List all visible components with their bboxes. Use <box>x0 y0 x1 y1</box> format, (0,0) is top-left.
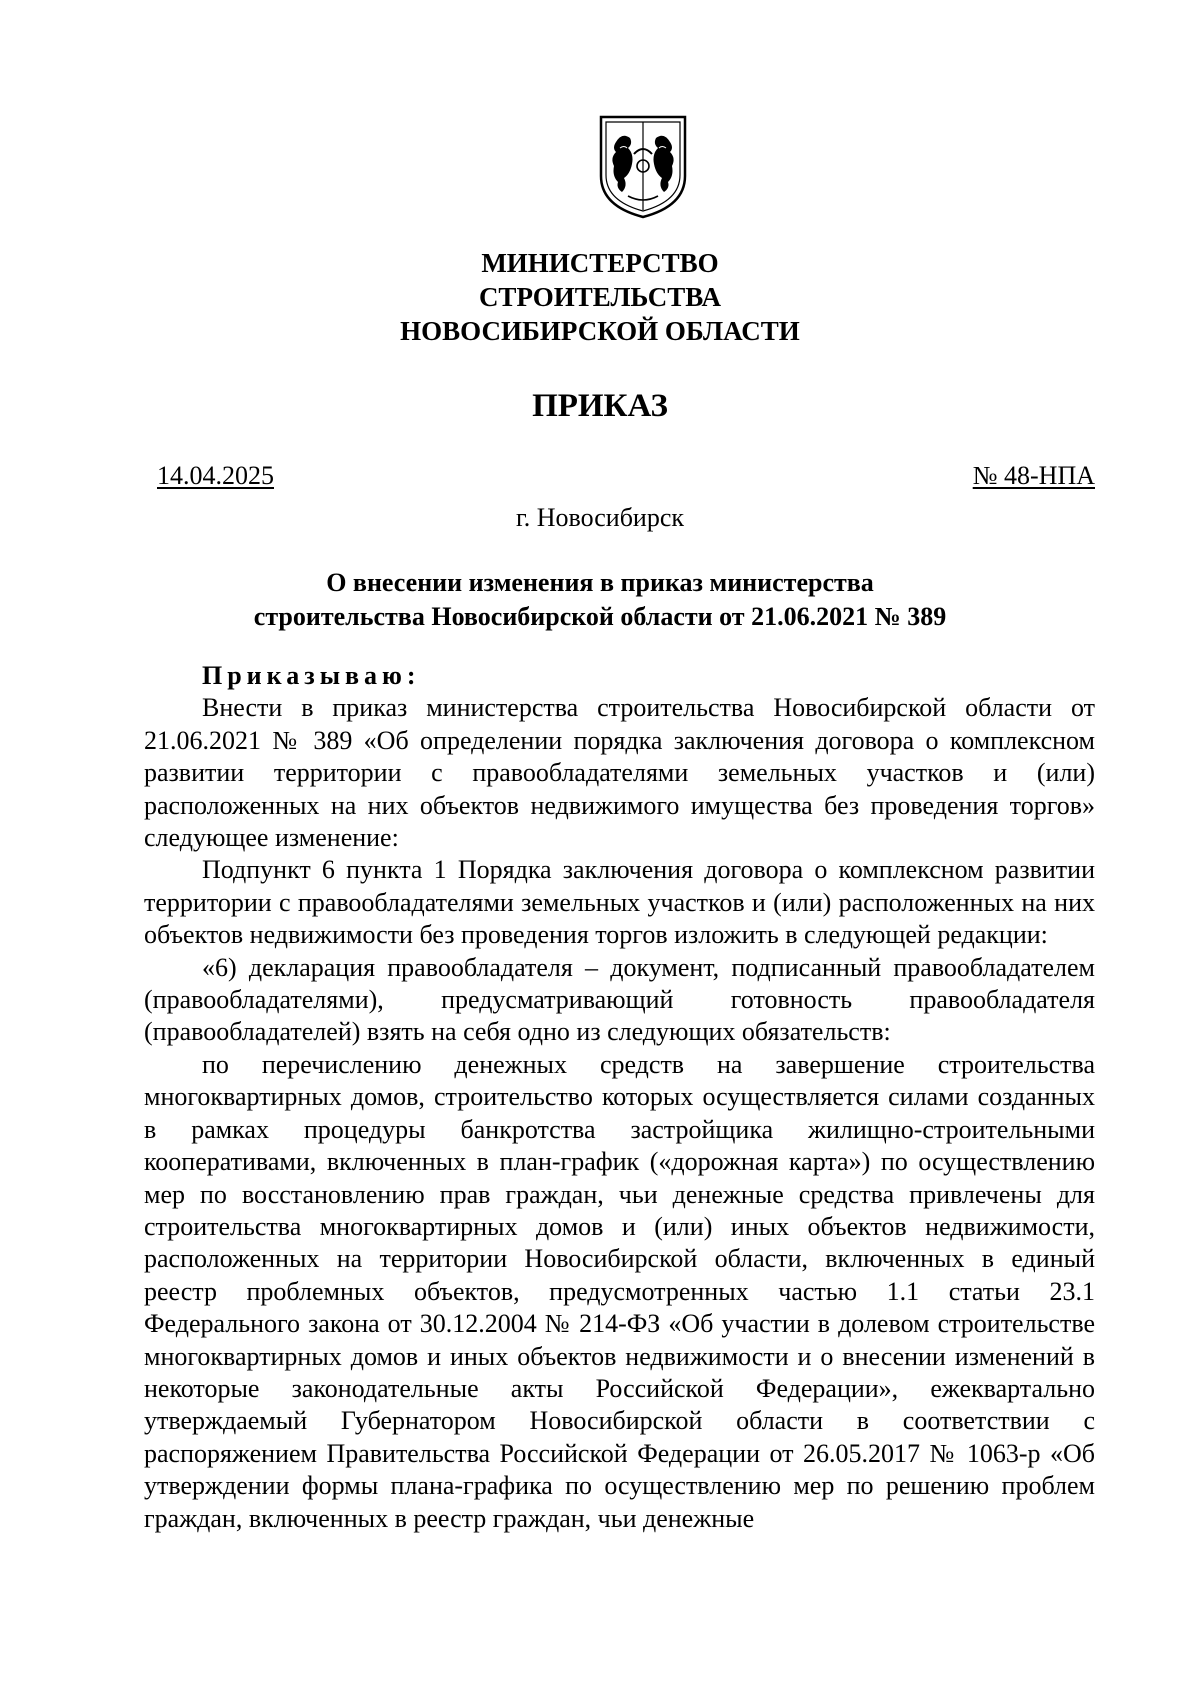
document-city: г. Новосибирск <box>515 503 685 532</box>
ministry-header-line-3: НОВОСИБИРСКОЙ ОБЛАСТИ <box>400 316 800 346</box>
coat-of-arms-emblem <box>598 114 688 220</box>
order-word: Приказываю: <box>202 661 421 690</box>
ministry-header-line-1: МИНИСТЕРСТВО <box>481 248 719 278</box>
document-body <box>144 660 1095 1535</box>
ministry-header <box>0 246 1200 348</box>
document-subject <box>0 566 1200 634</box>
document-subject-line-2: строительства Новосибирской области от 21.06.2021 № 389 <box>253 602 947 631</box>
body-paragraph-3: «6) декларация правообладателя – документ, подписанный правообладателем (правообладателями), предусматривающий готовность правообладателя (правообладателей) взять на себя одно из следующих обязательств: <box>144 952 1095 1047</box>
document-subject-line-1: О внесении изменения в приказ министерства <box>326 568 874 597</box>
document-type-title: ПРИКАЗ <box>532 388 668 424</box>
body-paragraph-2: Подпункт 6 пункта 1 Порядка заключения договора о комплексном развитии территории с правообладателями земельных участков и (или) расположенных на них объектов недвижимости без проведения торгов изложить в следующей редакции: <box>144 855 1095 950</box>
document-date: 14.04.2025 <box>157 461 274 490</box>
document-number: № 48-НПА <box>972 461 1095 490</box>
body-paragraph-4: по перечислению денежных средств на завершение строительства многоквартирных домов, строительство которых осуществляется силами созданных в рамках процедуры банкротства застройщика жилищно-строительными кооперативами, включенных в план-график («дорожная карта») по осуществлению мер по восстановлению прав граждан, чьи денежные средства привлечены для строительства многоквартирных домов и (или) иных объектов недвижимости, расположенных на территории Новосибирской области, включенных в единый реестр проблемных объектов, предусмотренных частью 1.1 статьи 23.1 Федерального закона от 30.12.2004 № 214-ФЗ «Об участии в долевом строительстве многоквартирных домов и иных объектов недвижимости и о внесении изменений в некоторые законодательные акты Российской Федерации», ежеквартально утверждаемый Губернатором Новосибирской области в соответствии с распоряжением Правительства Российской Федерации от 26.05.2017 № 1063-р «Об утверждении формы плана-графика по осуществлению мер по решению проблем граждан, включенных в реестр граждан, чьи денежные <box>144 1049 1095 1533</box>
ministry-header-line-2: СТРОИТЕЛЬСТВА <box>478 282 722 312</box>
body-paragraph-1: Внести в приказ министерства строительства Новосибирской области от 21.06.2021 № 389 «Об определении порядка заключения договора о комплексном развитии территории с правообладателями земельных участков и (или) расположенных на них объектов недвижимого имущества без проведения торгов» следующее изменение: <box>144 693 1095 853</box>
